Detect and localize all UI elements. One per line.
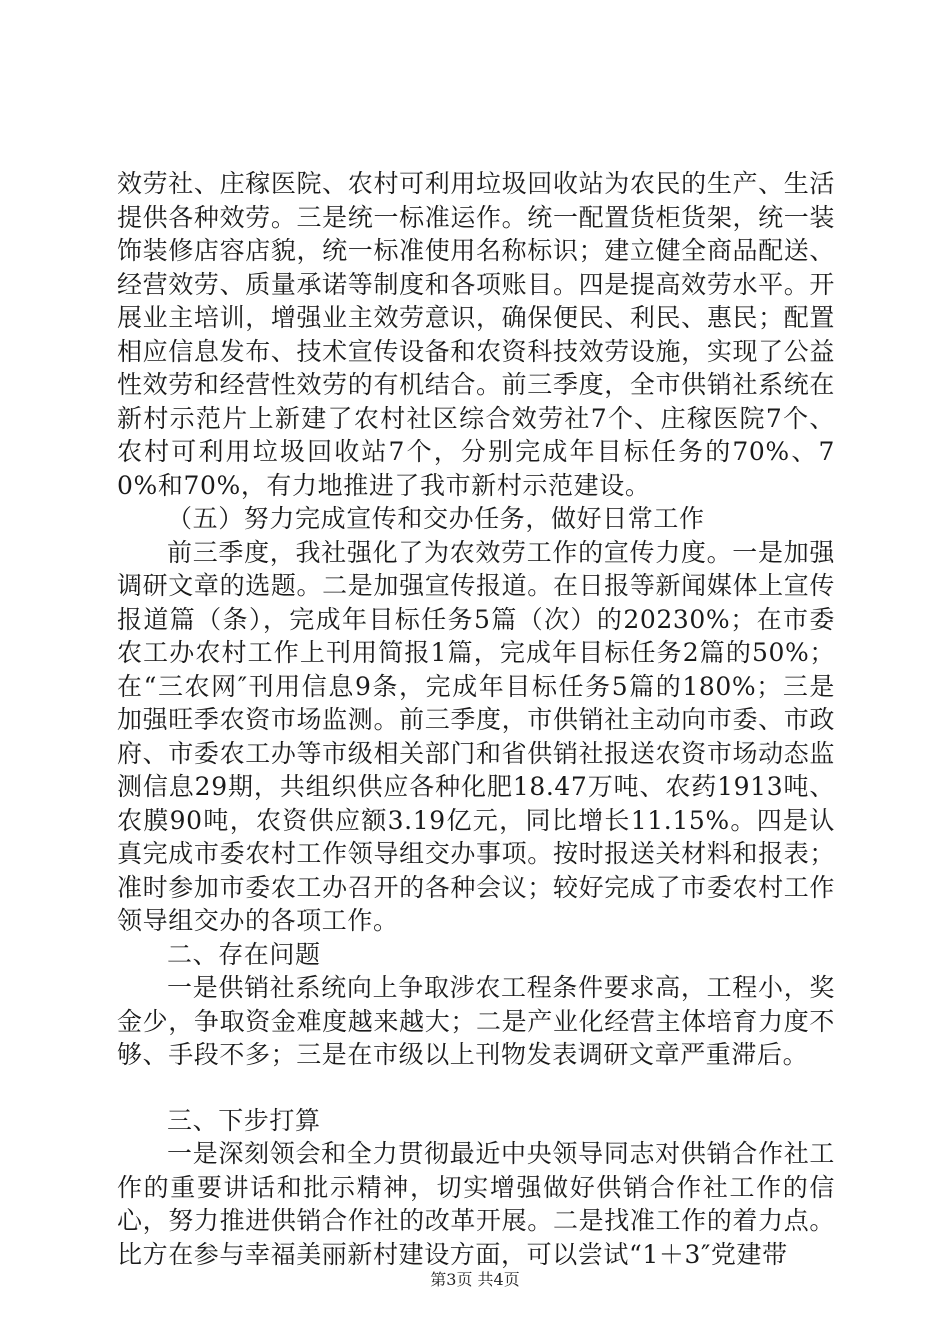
paragraph-service-points: 效劳社、庄稼医院、农村可利用垃圾回收站为农民的生产、生活提供各种效劳。三是统一标准运作。统一配置货柜货架，统一装饰装修店容店貌，统一标准使用名称标识；建立健全商品配送、经营效劳、质量承诺等制度和各项账目。四是提高效劳水平。开展业主培训，增强业主效劳意识，确保便民、利民、惠民；配置相应信息发布、技术宣传设备和农资科技效劳设施，实现了公益性效劳和经营性效劳的有机结合。前三季度，全市供销社系统在新村示范片上新建了农村社区综合效劳社7个、庄稼医院7个、农村可利用垃圾回收站7个，分别完成年目标任务的70%、70%和70%，有力地推进了我市新村示范建设。 [117,169,835,500]
section-heading-problems: 二、存在问题 [167,939,321,969]
paragraph-next-steps: 一是深刻领会和全力贯彻最近中央领导同志对供销合作社工作的重要讲话和批示精神，切实增强做好供销合作社工作的信心，努力推进供销合作社的改革开展。二是找准工作的着力点。比方在参与幸福美丽新村建设方面，可以尝试“1＋3″党建带 [117,1139,835,1269]
page-number-footer: 第3页 共4页 [430,1270,520,1289]
section-heading-next-steps: 三、下步打算 [167,1105,321,1135]
paragraph-publicity-work: 前三季度，我社强化了为农效劳工作的宣传力度。一是加强调研文章的选题。二是加强宣传报道。在日报等新闻媒体上宣传报道篇（条），完成年目标任务5篇（次）的20230%；在市委农工办农村工作上刊用简报1篇，完成年目标任务2篇的50%；在“三农网″刊用信息9条，完成年目标任务5篇的180%；三是加强旺季农资市场监测。前三季度，市供销社主动向市委、市政府、市委农工办等市级相关部门和省供销社报送农资市场动态监测信息29期，共组织供应各种化肥18.47万吨、农药1913吨、农膜90吨，农资供应额3.19亿元，同比增长11.15%。四是认真完成市委农村工作领导组交办事项。按时报送关材料和报表；准时参加市委农工办召开的各种会议；较好完成了市委农村工作领导组交办的各项工作。 [117,537,835,935]
document-body [117,167,835,1271]
section-heading-publicity: （五）努力完成宣传和交办任务，做好日常工作 [167,504,705,533]
paragraph-problems: 一是供销社系统向上争取涉农工程条件要求高，工程小，奖金少，争取资金难度越来越大；二是产业化经营主体培育力度不够、手段不多；三是在市级以上刊物发表调研文章严重滞后。 [117,973,835,1069]
